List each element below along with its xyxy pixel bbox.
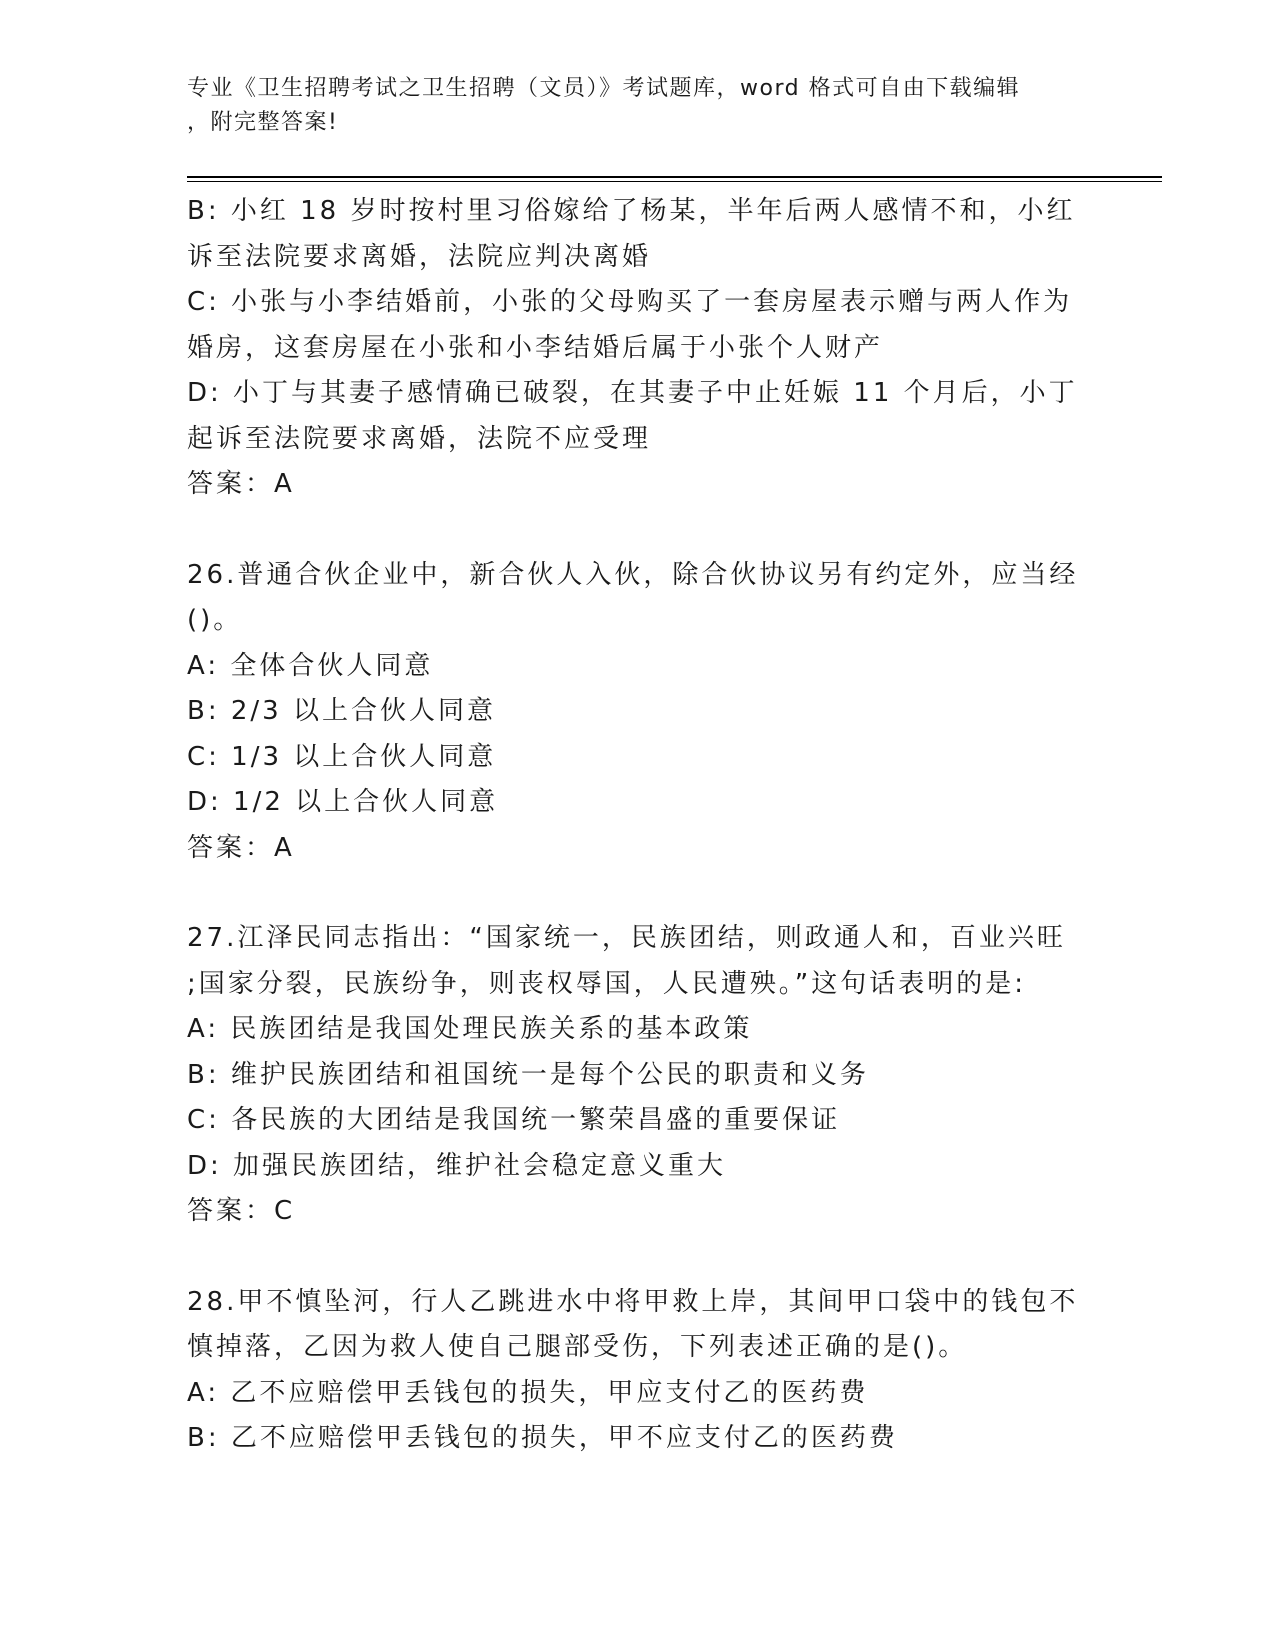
answer: 答案：C — [187, 1196, 296, 1226]
question-26 — [187, 553, 1087, 872]
header-rule-thin — [187, 181, 1162, 182]
question-stem-line-2: ;国家分裂，民族纷争，则丧权辱国，人民遭殃。”这句话表明的是: — [187, 968, 1026, 999]
document-body — [187, 189, 1087, 1462]
question-stem-line-2: 慎掉落，乙因为救人使自己腿部受伤，下列表述正确的是()。 — [187, 1332, 968, 1362]
spacer — [187, 871, 1087, 916]
spacer — [187, 1235, 1087, 1280]
option-a: A: 全体合伙人同意 — [187, 650, 434, 681]
option-a: A: 民族团结是我国处理民族关系的基本政策 — [187, 1014, 753, 1044]
option-c-line-2: 婚房，这套房屋在小张和小李结婚后属于小张个人财产 — [187, 332, 884, 363]
option-b: B: 2/3 以上合伙人同意 — [187, 696, 496, 726]
header-line-2: ，附完整答案! — [187, 110, 339, 135]
option-c-line-1: C: 小张与小李结婚前，小张的父母购买了一套房屋表示赠与两人作为 — [187, 287, 1073, 317]
question-stem-line-1: 27.江泽民同志指出：“国家统一，民族团结，则政通人和，百业兴旺 — [187, 923, 1066, 953]
option-d-line-2: 起诉至法院要求离婚，法院不应受理 — [187, 423, 652, 454]
document-header — [187, 72, 1067, 140]
option-d: D: 加强民族团结，维护社会稳定意义重大 — [187, 1150, 727, 1181]
option-b: B: 乙不应赔偿甲丢钱包的损失，甲不应支付乙的医药费 — [187, 1423, 898, 1453]
question-stem-line-2: ()。 — [187, 605, 243, 635]
header-rule-thick — [187, 176, 1162, 178]
option-d: D: 1/2 以上合伙人同意 — [187, 787, 499, 817]
answer: 答案：A — [187, 832, 295, 863]
header-line-1: 专业《卫生招聘考试之卫生招聘（文员）》考试题库，word 格式可自由下载编辑 — [187, 76, 1021, 101]
question-stem-line-1: 26.普通合伙企业中，新合伙人入伙，除合伙协议另有约定外，应当经 — [187, 559, 1079, 590]
option-d-line-1: D: 小丁与其妻子感情确已破裂，在其妻子中止妊娠 11 个月后，小丁 — [187, 378, 1078, 408]
option-b: B: 维护民族团结和祖国统一是每个公民的职责和义务 — [187, 1059, 869, 1090]
question-27 — [187, 916, 1087, 1235]
option-b-line-2: 诉至法院要求离婚，法院应判决离婚 — [187, 241, 652, 272]
option-c: C: 1/3 以上合伙人同意 — [187, 741, 497, 772]
spacer — [187, 508, 1087, 553]
option-c: C: 各民族的大团结是我国统一繁荣昌盛的重要保证 — [187, 1105, 841, 1135]
option-a: A: 乙不应赔偿甲丢钱包的损失，甲应支付乙的医药费 — [187, 1377, 869, 1408]
question-25 — [187, 189, 1087, 508]
question-stem-line-1: 28.甲不慎坠河，行人乙跳进水中将甲救上岸，其间甲口袋中的钱包不 — [187, 1286, 1079, 1317]
option-b-line-1: B: 小红 18 岁时按村里习俗嫁给了杨某，半年后两人感情不和，小红 — [187, 196, 1076, 226]
question-28 — [187, 1280, 1087, 1462]
answer: 答案：A — [187, 469, 295, 499]
